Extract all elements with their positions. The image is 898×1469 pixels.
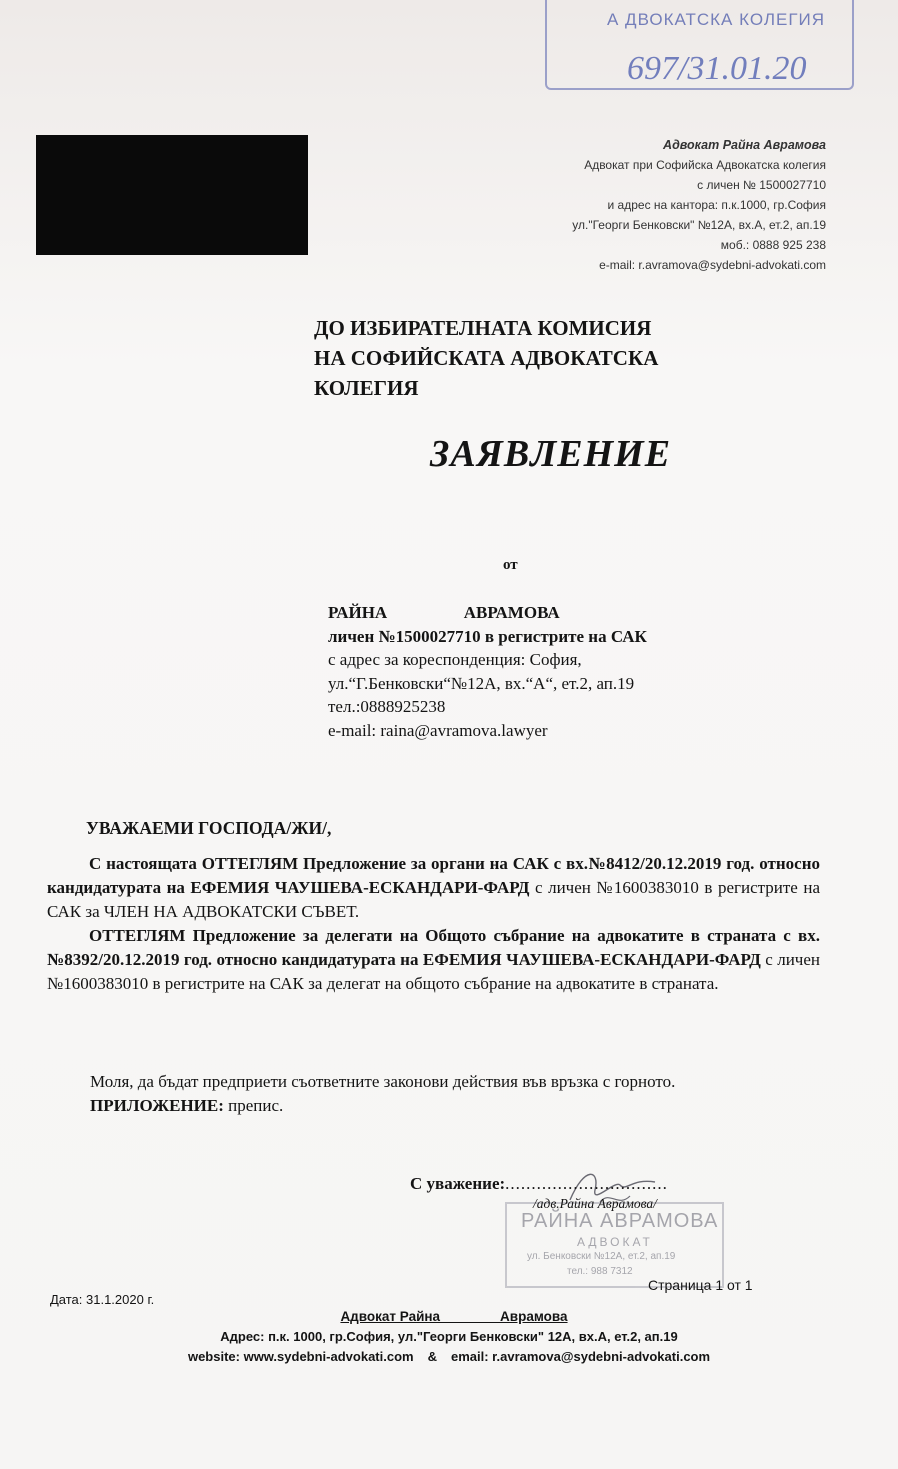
lawyer-stamp-title: АДВОКАТ — [577, 1235, 653, 1249]
signature-name: /адв.Райна Аврамова/ — [533, 1196, 657, 1211]
attachment-label: ПРИЛОЖЕНИЕ: — [90, 1096, 224, 1115]
paragraph-2-bold: ОТТЕГЛЯМ Предложение за делегати на Общото събрание на адвокатите в страната с вх.№8392/20.12.2019 год. относно кандидатурата на ЕФЕМИЯ ЧАУШЕВА-ЕСКАНДАРИ-ФАРД — [47, 926, 820, 969]
sender-name: РАЙНА АВРАМОВА — [328, 603, 560, 622]
letterhead-line: Адвокат при Софийска Адвокатска колегия — [584, 158, 826, 172]
letterhead-line: с личен № 1500027710 — [697, 178, 826, 192]
letterhead — [572, 135, 826, 275]
closing-block — [90, 1070, 675, 1118]
from-label: от — [503, 557, 518, 573]
lawyer-stamp-address: ул. Бенковски №12А, ет.2, ап.19 — [527, 1251, 676, 1262]
signature-line — [410, 1174, 668, 1194]
signature-label: С уважение: — [410, 1174, 506, 1193]
paragraph-2-rest: с личен №1600383010 в регистрите на САК за делегат на общото събрание на адвокатите в страната. — [47, 950, 820, 993]
sender-registration: личен №1500027710 в регистрите на САК — [328, 626, 647, 646]
footer — [0, 1307, 898, 1367]
footer-website: website: www.sydebni-advokati.com — [187, 1349, 414, 1364]
stamp-organization: А ДВОКАТСКА КОЛЕГИЯ — [607, 10, 826, 29]
sender-email: e-mail: raina@avramova.lawyer — [328, 720, 548, 740]
stamp-registration-number: 697/31.01.20 — [627, 50, 807, 87]
footer-name: Адвокат Райна Аврамова — [340, 1309, 568, 1324]
letterhead-email: e-mail: r.avramova@sydebni-advokati.com — [599, 258, 826, 272]
recipient-block — [314, 313, 744, 403]
recipient-line: ДО ИЗБИРАТЕЛНАТА КОМИСИЯ — [314, 316, 652, 340]
lawyer-stamp-phone: тел.: 988 7312 — [567, 1266, 633, 1277]
page-number: Страница 1 от 1 — [648, 1277, 753, 1293]
paragraph-1-bold: С настоящата ОТТЕГЛЯМ Предложение за органи на САК с вх.№8412/20.12.2019 год. относно кандидатурата на ЕФЕМИЯ ЧАУШЕВА-ЕСКАНДАРИ-ФАРД — [47, 854, 820, 897]
document-date: Дата: 31.1.2020 г. — [50, 1292, 155, 1307]
sender-address-label: с адрес за кореспонденция: София, — [328, 650, 582, 669]
paragraph-1-rest: с личен №1600383010 в регистрите на САК за ЧЛЕН НА АДВОКАТСКИ СЪВЕТ. — [47, 878, 820, 921]
footer-separator: & — [427, 1349, 437, 1364]
signature-dots: ............................... — [505, 1174, 668, 1193]
footer-contacts — [0, 1347, 898, 1367]
letterhead-line: и адрес на кантора: п.к.1000, гр.София — [607, 198, 826, 212]
body-text — [47, 852, 820, 996]
paragraph-1 — [47, 852, 820, 924]
document-title: ЗАЯВЛЕНИЕ — [430, 433, 672, 475]
sender-phone: тел.:0888925238 — [328, 697, 446, 716]
footer-address: Адрес: п.к. 1000, гр.София, ул."Георги Бенковски" 12А, вх.А, ет.2, ап.19 — [220, 1329, 678, 1344]
lawyer-stamp-name: РАЙНА АВРАМОВА — [521, 1210, 719, 1232]
letterhead-name: Адвокат Райна Аврамова — [663, 138, 826, 152]
closing-request: Моля, да бъдат предприети съответните законови действия във връзка с горното. — [90, 1072, 676, 1091]
paragraph-2 — [47, 924, 820, 996]
recipient-line: НА СОФИЙСКАТА АДВОКАТСКА — [314, 346, 659, 370]
sender-address: ул.“Г.Бенковски“№12А, вх.“А“, ет.2, ап.19 — [328, 673, 635, 693]
recipient-line: КОЛЕГИЯ — [314, 376, 419, 400]
attachment-line — [90, 1094, 675, 1118]
salutation: УВАЖАЕМИ ГОСПОДА/ЖИ/, — [86, 818, 332, 838]
attachment-value: препис. — [223, 1096, 284, 1115]
registration-stamp — [545, 0, 854, 90]
letterhead-line: ул."Георги Бенковски" №12А, вх.А, ет.2, ап.19 — [572, 218, 826, 232]
sender-block — [328, 601, 647, 742]
footer-email: email: r.avramova@sydebni-advokati.com — [450, 1349, 711, 1364]
letterhead-line: моб.: 0888 925 238 — [720, 238, 826, 252]
redacted-block — [36, 135, 308, 255]
